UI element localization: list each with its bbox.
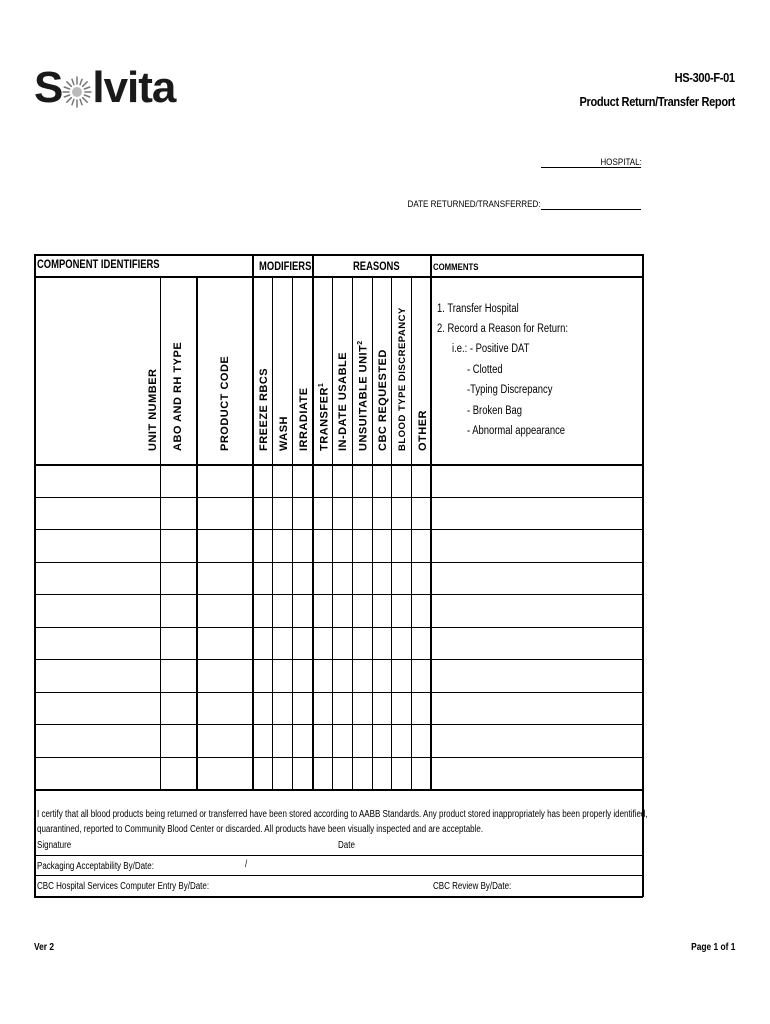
logo-prefix: S (34, 63, 63, 112)
packaging-label: Packaging Acceptability By/Date: (37, 861, 154, 872)
page-number: Page 1 of 1 (690, 941, 735, 953)
comment-item-1: 1. Transfer Hospital (437, 303, 519, 315)
comment-abnormal: - Abnormal appearance (467, 425, 566, 437)
col-in-date-usable: IN-DATE USABLE (337, 351, 349, 451)
comment-broken: - Broken Bag (467, 405, 523, 417)
col-wash: WASH (278, 416, 290, 451)
table-body-bottom (34, 789, 643, 791)
comment-typing: -Typing Discrepancy (467, 384, 553, 396)
comments-header: COMMENTS (433, 262, 479, 273)
date-returned-label: DATE RETURNED/TRANSFERRED: (407, 199, 541, 210)
comment-ie: i.e.: - Positive DAT (452, 343, 530, 355)
component-identifiers-header: COMPONENT IDENTIFIERS (37, 259, 160, 271)
col-blood-type-discrepancy: BLOOD TYPE DISCREPANCY (397, 307, 408, 451)
col-cbc-requested: CBC REQUESTED (377, 349, 389, 451)
date-returned-field[interactable] (541, 209, 641, 210)
logo-suffix: lvita (92, 63, 176, 112)
certification-text-2: quarantined, reported to Community Blood Center or discarded. All products have been visually inspected and are acceptable. (37, 824, 484, 835)
certification-text-1: I certify that all blood products being returned or transferred have been stored according to AABB Standards. Any product stored inappropriately has been properly identified, (37, 809, 648, 820)
modifiers-header: MODIFIERS (259, 261, 312, 273)
document-id: HS-300-F-01 (674, 70, 735, 85)
signature-label: Signature (37, 840, 72, 851)
col-transfer: TRANSFER$^1$ (318, 382, 331, 451)
col-irradiate: IRRADIATE (298, 387, 310, 451)
col-product-code: PRODUCT CODE (219, 355, 231, 451)
table-top-border (34, 254, 643, 256)
section-header-border (34, 276, 643, 278)
comment-clotted: - Clotted (467, 364, 503, 376)
hospital-field[interactable] (541, 167, 641, 168)
col-abo-rh-type: ABO AND RH TYPE (172, 341, 184, 451)
reasons-header: REASONS (353, 261, 400, 273)
packaging-slash: / (245, 859, 248, 870)
cbc-review-label: CBC Review By/Date: (433, 881, 512, 892)
hospital-label: HOSPITAL: (600, 157, 642, 168)
computer-entry-label: CBC Hospital Services Computer Entry By/Date: (37, 881, 210, 892)
solvita-logo (34, 64, 175, 112)
date-label: Date (338, 840, 355, 851)
version-label: Ver 2 (34, 941, 55, 953)
col-other: OTHER (417, 410, 429, 451)
column-header-border (34, 464, 643, 466)
table-bottom-border (34, 896, 643, 898)
col-freeze-rbcs: FREEZE RBCS (258, 367, 270, 451)
col-unsuitable-unit: UNSUITABLE UNIT$^2$ (357, 340, 370, 451)
document-title: Product Return/Transfer Report (579, 94, 735, 109)
comment-item-2: 2. Record a Reason for Return: (437, 323, 569, 335)
col-unit-number: UNIT NUMBER (147, 368, 159, 451)
sun-icon (62, 64, 92, 112)
